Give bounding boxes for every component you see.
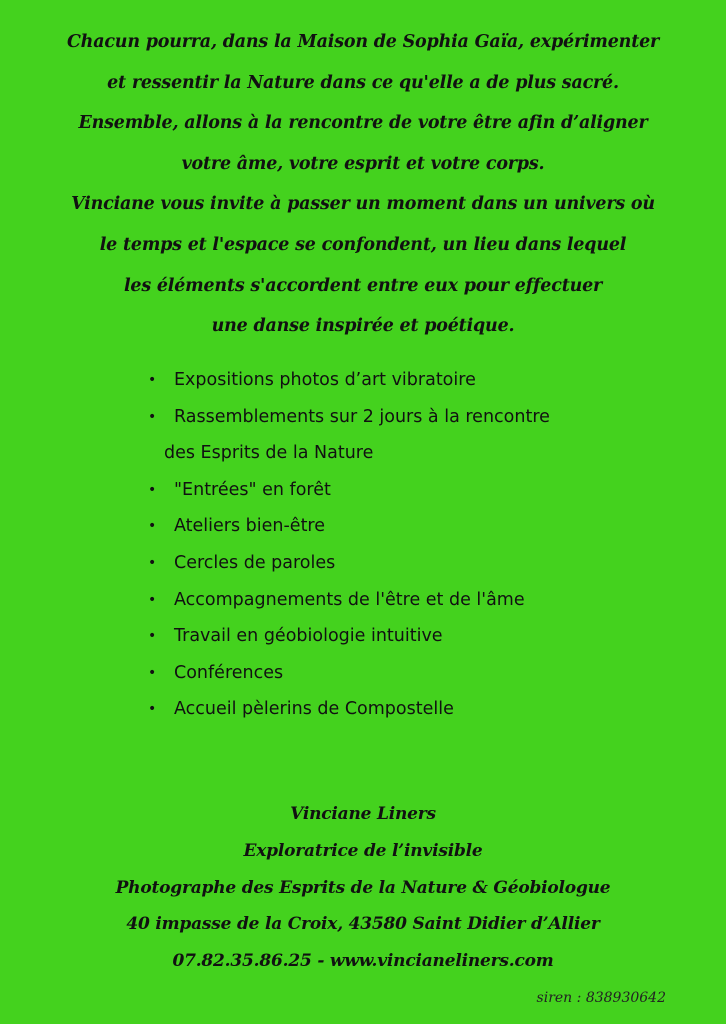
intro-line: et ressentir la Nature dans ce qu'elle a de plus sacré.: [107, 72, 619, 93]
intro-line: Ensemble, allons à la rencontre de votre être afin d’aligner: [78, 113, 648, 134]
contact-phone-website: 07.82.35.86.25 - www.vincianeliners.com: [172, 951, 554, 972]
bullet-icon: •: [148, 481, 157, 498]
intro-paragraph: [20, 22, 706, 347]
contact-address: 40 impasse de la Croix, 43580 Saint Didier d’Allier: [126, 914, 600, 935]
list-item: [146, 472, 666, 509]
list-item-label: Accueil pèlerins de Compostelle: [174, 699, 454, 720]
bullet-icon: •: [148, 554, 157, 571]
contact-profession: Photographe des Esprits de la Nature & Géobiologue: [115, 877, 611, 898]
list-item: [146, 582, 666, 619]
bullet-icon: •: [148, 664, 157, 681]
intro-line: Chacun pourra, dans la Maison de Sophia Gaïa, expérimenter: [66, 32, 660, 52]
list-item: [146, 399, 666, 472]
list-item: [146, 691, 666, 728]
list-item: [146, 545, 666, 582]
bullet-icon: •: [148, 372, 157, 388]
activities-list: [146, 362, 666, 728]
list-item-label: Cercles de paroles: [174, 552, 336, 573]
intro-line: Vinciane vous invite à passer un moment dans un univers où: [71, 194, 655, 215]
list-item: [146, 655, 666, 692]
bullet-icon: •: [148, 701, 157, 718]
intro-line: une danse inspirée et poétique.: [211, 316, 515, 337]
bullet-icon: •: [148, 591, 157, 608]
list-item-label: Accompagnements de l'être et de l'âme: [174, 589, 525, 610]
list-item-label: Conférences: [174, 662, 284, 683]
list-item-label: Expositions photos d’art vibratoire: [174, 370, 476, 390]
contact-tagline: Exploratrice de l’invisible: [243, 840, 483, 861]
bullet-icon: •: [148, 408, 157, 425]
list-item-label: Rassemblements sur 2 jours à la rencontre: [174, 406, 550, 427]
bullet-icon: •: [148, 628, 157, 645]
list-item-continuation: des Esprits de la Nature: [164, 443, 374, 464]
list-item: [146, 618, 666, 655]
list-item-label: "Entrées" en forêt: [174, 479, 331, 500]
list-item-label: Travail en géobiologie intuitive: [174, 626, 443, 647]
contact-name: Vinciane Liners: [290, 804, 436, 824]
intro-line: le temps et l'espace se confondent, un lieu dans lequel: [99, 234, 627, 255]
intro-line: votre âme, votre esprit et votre corps.: [181, 153, 545, 174]
list-item: [146, 362, 666, 399]
contact-block: [20, 796, 706, 980]
list-item: [146, 508, 666, 545]
intro-line: les éléments s'accordent entre eux pour effectuer: [123, 275, 603, 296]
list-item-label: Ateliers bien-être: [174, 516, 326, 537]
siren-number: siren : 838930642: [536, 990, 666, 1006]
bullet-icon: •: [148, 518, 157, 535]
